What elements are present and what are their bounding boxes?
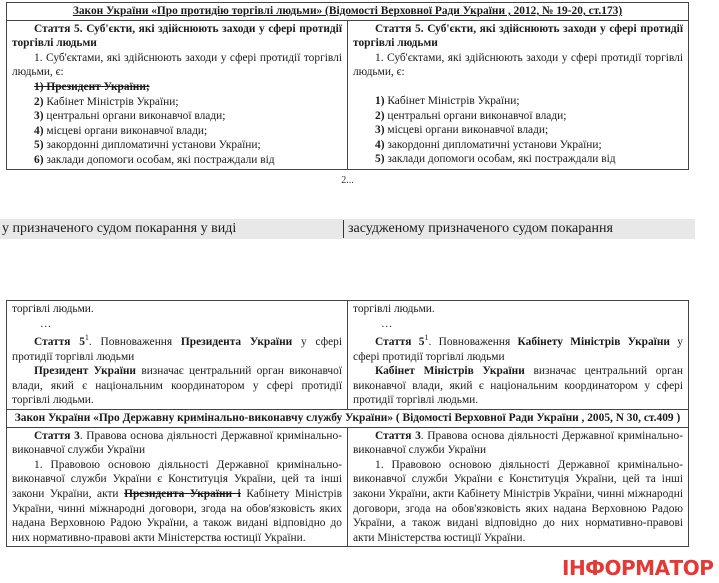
list-item: 3) місцеві органи виконавчої влади;: [375, 124, 549, 137]
strip-right-text: засудженому призначеного судом покарання: [348, 221, 613, 236]
list-item: 1) Президент України;: [34, 80, 150, 93]
article-label: Стаття 5: [375, 335, 425, 348]
list-item: 5) заклади допомоги особам, які постраждали від: [375, 153, 616, 166]
item-list: [12, 80, 342, 168]
list-item: 4) закордонні дипломатичні установи України;: [375, 138, 602, 151]
list-item: 2) центральні органи виконавчої влади;: [375, 109, 567, 122]
column-divider: [343, 220, 344, 238]
strip-left-text: у призначеного судом покарання у виді: [2, 221, 237, 236]
deleted-text: Президента України і: [124, 487, 241, 500]
text-line: торгівлі людьми.: [353, 303, 435, 315]
comparison-table-1: [6, 2, 689, 170]
list-item: 3) центральні органи виконавчої влади;: [34, 110, 226, 123]
ellipsis: …: [381, 317, 393, 330]
article-title: Стаття 5. Суб'єкти, які здійснюють заходи у сфері протидії торгівлі людьми: [353, 22, 683, 50]
list-item: 2) Кабінет Міністрів України;: [34, 95, 179, 108]
law-header: Закон України «Про Державну кримінально-виконавчу службу України» ( Відомості Верховної Ради України , 2005, N 30, ст.409 ): [7, 409, 689, 427]
text-strip: [0, 219, 695, 239]
new-version-cell: Стаття 3. Правова основа діяльності Державної кримінально-виконавчої служби України 1. Правовою основою діяльності Державної кримінально-виконавчої служби України є Конституція України, цей та інші закони України, акти Кабінету Міністрів України, чинні міжнародні договори, згода на обов'язковість яких надана Верховною Радою України, а також видані відповідно до них нормативно-правові акти Міністерства юстиції України.: [348, 427, 689, 547]
text-line: торгівлі людьми.: [12, 303, 94, 315]
old-version-cell: Стаття 3. Правова основа діяльності Державної кримінально-виконавчої служби України 1. Правовою основою діяльності Державної кримінально-виконавчої служби України є Конституція України, цей та інші закони України, акти Президента України і Кабінету Міністрів України, чинні міжнародні договори, згода на обов'язковість яких надана Верховною Радою України, а також видані відповідно до них нормативно-правові акти Міністерства юстиції України.: [7, 427, 348, 547]
law-header: Закон України «Про протидію торгівлі людьми» (Відомості Верховної Ради України , 2012, № 19-20, ст.173): [7, 3, 689, 21]
new-version-cell: торгівлі людьми. … Стаття $5^1$. Повноваження Кабінету Міністрів України у сфері протидії торгівлі людьми Кабінет Міністрів України визначає центральний орган виконавчої влади, який є національним координатором у сфері протидії торгівлі людьми.: [348, 301, 689, 410]
old-version-cell: торгівлі людьми. … Стаття $5^1$. Повноваження Президента України у сфері протидії торгівлі людьми Президент України визначає центральний орган виконавчої влади, який є національним координатором у сфері протидії торгівлі людьми.: [7, 301, 348, 410]
item-list: [353, 94, 683, 167]
page-number: 2...: [341, 175, 354, 186]
list-item: 6) заклади допомоги особам, які постраждали від: [34, 153, 275, 166]
informator-logo: ІНФОРМАТОР: [556, 555, 719, 581]
list-item: 5) закордонні дипломатичні установи України;: [34, 139, 261, 152]
article-paragraph: 1. Суб'єктами, які здійснюють заходи у сфері протидії торгівлі людьми, є:: [12, 51, 342, 79]
article-label: Стаття 5: [34, 335, 85, 348]
new-version-cell: [348, 20, 689, 169]
article-paragraph: 1. Суб'єктами, які здійснюють заходи у сфері протидії торгівлі людьми, є:: [353, 51, 683, 79]
old-version-cell: [7, 20, 348, 169]
comparison-table-2: [6, 300, 689, 547]
ellipsis: …: [40, 317, 52, 330]
list-item: 4) місцеві органи виконавчої влади;: [34, 124, 208, 137]
list-item: 1) Кабінет Міністрів України;: [375, 94, 520, 107]
article-title: Стаття 5. Суб'єкти, які здійснюють заходи у сфері протидії торгівлі людьми: [12, 22, 342, 50]
